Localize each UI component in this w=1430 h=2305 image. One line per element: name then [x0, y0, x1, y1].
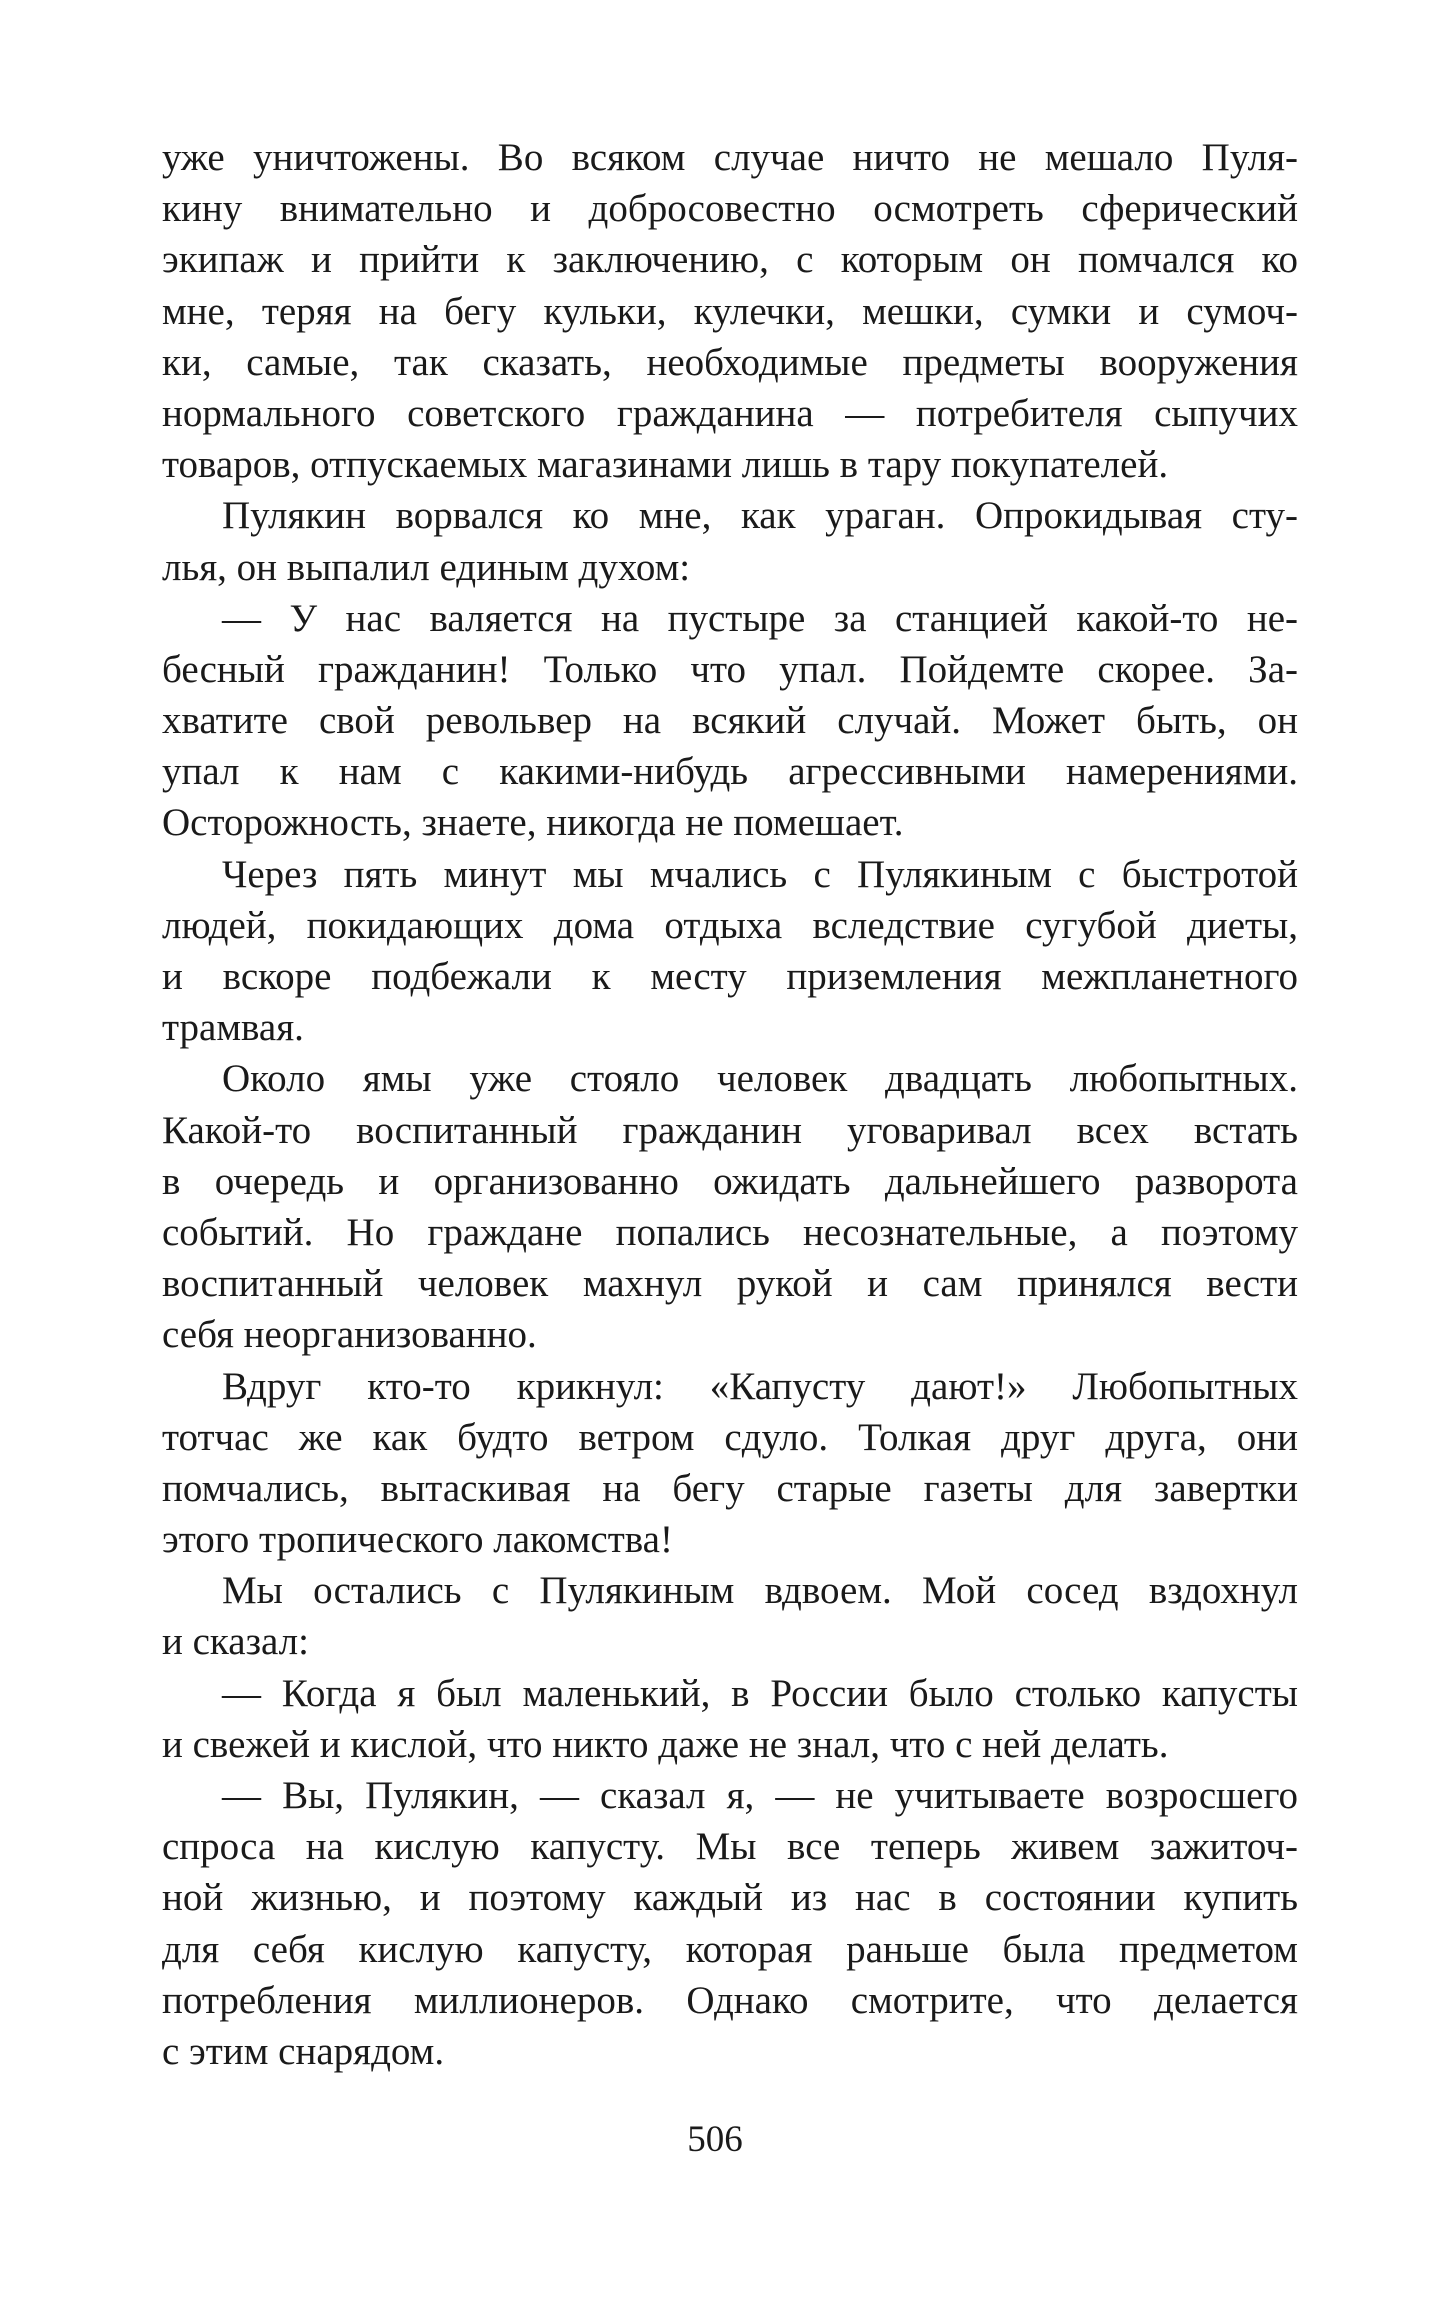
text-line: Пулякин ворвался ко мне, как ураган. Опрокидывая сту-: [222, 494, 1298, 538]
text-line: помчались, вытаскивая на бегу старые газеты для завертки: [162, 1466, 1298, 1510]
text-line: и сказал:: [162, 1620, 309, 1664]
text-line: спроса на кислую капусту. Мы все теперь живем зажиточ-: [162, 1825, 1298, 1869]
text-line: — Вы, Пулякин, — сказал я, — не учитываете возросшего: [222, 1774, 1298, 1817]
text-line: потребления миллионеров. Однако смотрите, что делается: [162, 1978, 1298, 2022]
text-line: Через пять минут мы мчались с Пулякиным с быстротой: [222, 852, 1298, 896]
text-line: и вскоре подбежали к месту приземления межпланетного: [162, 955, 1298, 998]
text-line: этого тропического лакомства!: [162, 1518, 673, 1562]
text-line: с этим снарядом.: [162, 2029, 445, 2073]
text-line: Мы остались с Пулякиным вдвоем. Мой сосед вздохнул: [222, 1569, 1298, 1613]
text-line: кину внимательно и добросовестно осмотреть сферический: [162, 187, 1298, 231]
text-line: в очередь и организованно ожидать дальнейшего разворота: [162, 1159, 1298, 1203]
text-line: мне, теряя на бегу кульки, кулечки, мешки, сумки и сумоч-: [162, 289, 1298, 333]
text-line: Около ямы уже стояло человек двадцать любопытных.: [222, 1057, 1298, 1101]
text-line: — Когда я был маленький, в России было столько капусты: [222, 1671, 1298, 1715]
text-line: тотчас же как будто ветром сдуло. Толкая друг друга, они: [162, 1415, 1298, 1459]
page-number: 506: [687, 2119, 743, 2160]
text-line: ной жизнью, и поэтому каждый из нас в состоянии купить: [162, 1876, 1298, 1920]
text-line: Осторожность, знаете, никогда не помешает.: [162, 801, 904, 845]
text-line: ки, самые, так сказать, необходимые предметы вооружения: [162, 340, 1298, 384]
text-line: Какой-то воспитанный гражданин уговаривал всех встать: [162, 1108, 1298, 1152]
text-line: товаров, отпускаемых магазинами лишь в тару покупателей.: [162, 443, 1169, 487]
text-line: хватите свой револьвер на всякий случай. Может быть, он: [162, 699, 1298, 743]
text-line: экипаж и прийти к заключению, с которым он помчался ко: [162, 238, 1298, 282]
text-line: — У нас валяется на пустыре за станцией какой-то не-: [222, 596, 1298, 640]
text-line: воспитанный человек махнул рукой и сам принялся вести: [162, 1262, 1298, 1306]
body-text: [162, 132, 1298, 2077]
text-line: лья, он выпалил единым духом:: [162, 545, 691, 589]
text-line: людей, покидающих дома отдыха вследствие сугубой диеты,: [162, 903, 1298, 947]
text-line: Вдруг кто-то крикнул: «Капусту дают!» Любопытных: [222, 1364, 1298, 1408]
text-line: себя неорганизованно.: [162, 1313, 537, 1357]
text-line: нормального советского гражданина — потребителя сыпучих: [162, 391, 1298, 435]
text-line: и свежей и кислой, что никто даже не знал, что с ней делать.: [162, 1722, 1169, 1766]
text-line: событий. Но граждане попались несознательные, а поэтому: [162, 1210, 1298, 1254]
text-line: для себя кислую капусту, которая раньше была предметом: [162, 1927, 1298, 1971]
text-line: уже уничтожены. Во всяком случае ничто не мешало Пуля-: [162, 136, 1298, 179]
text-line: трамвая.: [162, 1006, 304, 1050]
text-line: бесный гражданин! Только что упал. Пойдемте скорее. За-: [162, 647, 1298, 691]
text-line: упал к нам с какими-нибудь агрессивными намерениями.: [162, 750, 1298, 794]
